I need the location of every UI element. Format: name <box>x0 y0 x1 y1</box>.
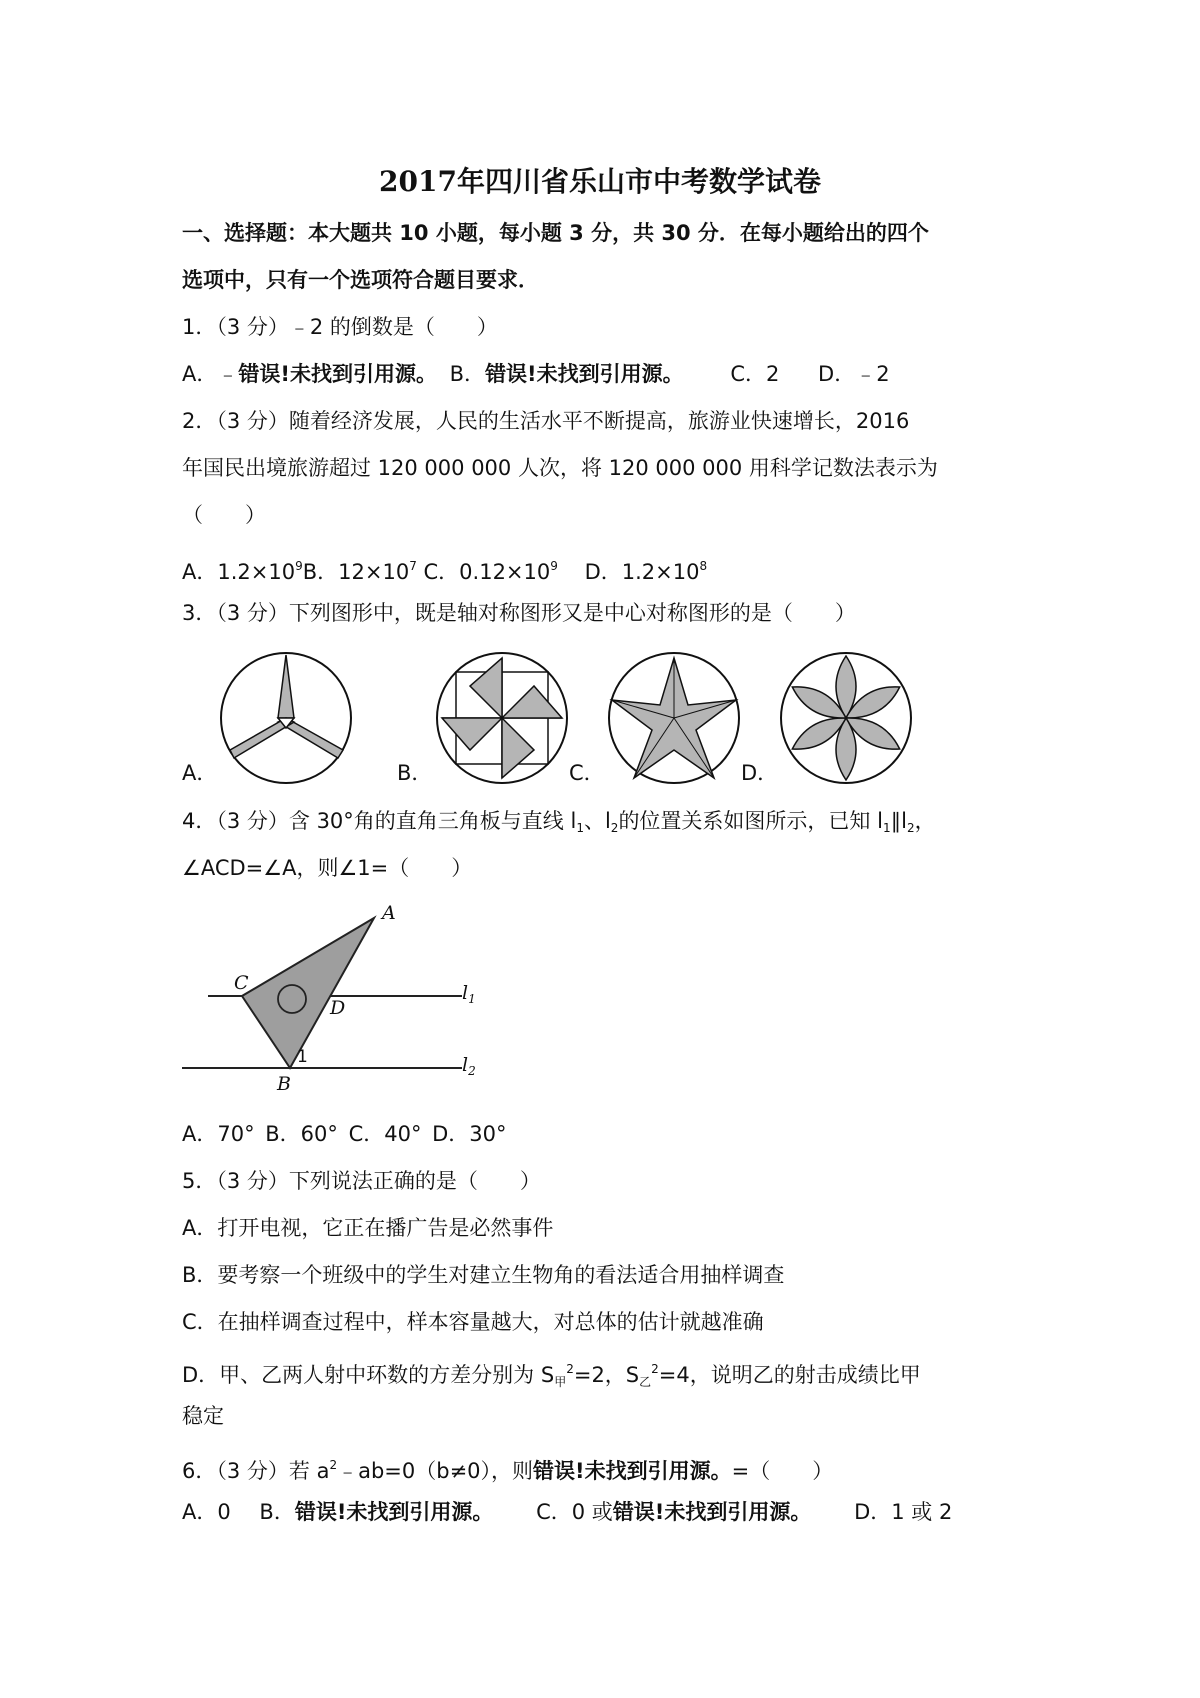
q3-stem: 3．（3 分）下列图形中，既是轴对称图形又是中心对称图形的是（ ） <box>182 601 856 625</box>
q5-option-a: A．打开电视，它正在播广告是必然事件 <box>182 1216 554 1240</box>
q1-option-a-prefix: A．﹣ <box>182 362 239 386</box>
q6-option-b: B．错误!未找到引用源。 <box>259 1500 494 1524</box>
q1-options <box>182 359 890 389</box>
q2-option-d: D．$1.2\times 10^8$ <box>584 559 708 584</box>
q4-label-angle1: 1 <box>297 1047 308 1067</box>
q5-option-d-line2: 稳定 <box>182 1404 224 1428</box>
q1-option-b-error: 错误!未找到引用源。 <box>485 362 684 386</box>
q2-line2: 年国民出境旅游超过 120 000 000 人次，将 120 000 000 用科学记数法表示为 <box>182 456 938 480</box>
q5-option-b: B．要考察一个班级中的学生对建立生物角的看法适合用抽样调查 <box>182 1263 785 1287</box>
q4-line1: 4．（3 分）含 30°角的直角三角板与直线 $l_1$、$l_2$的位置关系如图所示，已知 $l_1\parallel l_2$， <box>182 809 936 835</box>
q6-option-c: C．0 或错误!未找到引用源。 <box>536 1500 812 1524</box>
q5-stem: 5．（3 分）下列说法正确的是（ ） <box>182 1169 541 1193</box>
q3-figure-a <box>218 650 354 786</box>
q2-line3: （ ） <box>182 503 266 527</box>
q3-figure-b <box>434 650 570 786</box>
q3-label-a: A． <box>182 761 218 785</box>
q3-label-b: B． <box>397 761 433 785</box>
section-heading-line1: 一、选择题：本大题共 10 小题，每小题 3 分，共 30 分．在每小题给出的四个 <box>182 221 929 245</box>
q2-option-b: B．$12\times 10^7$ <box>302 559 417 584</box>
q2-line1: 2．（3 分）随着经济发展，人民的生活水平不断提高，旅游业快速增长，2016 <box>182 409 910 433</box>
q2-option-c: C．$0.12\times 10^9$ <box>423 559 558 584</box>
q4-label-l1: $l_1$ <box>462 982 476 1006</box>
q1-option-b-prefix: B． <box>449 362 486 386</box>
q3-label-d: D． <box>741 761 779 785</box>
page-title: 2017年四川省乐山市中考数学试卷 <box>379 165 821 198</box>
q6-stem: 6．（3 分）若 $a^2﹣ab=0(b\ne 0)$，则错误!未找到引用源。=（ ） <box>182 1458 834 1483</box>
q3-figure-c <box>606 650 742 786</box>
q6-options <box>182 1497 952 1527</box>
q5-option-c: C．在抽样调查过程中，样本容量越大，对总体的估计就越准确 <box>182 1310 764 1334</box>
q4-label-a: A <box>382 902 396 924</box>
q4-label-c: C <box>234 972 249 994</box>
q1-stem: 1．（3 分）﹣2 的倒数是（ ） <box>182 315 498 339</box>
q4-label-b: B <box>277 1073 291 1095</box>
q3-label-c: C． <box>569 761 605 785</box>
q4-label-d: D <box>330 997 346 1019</box>
q1-option-a-error: 错误!未找到引用源。 <box>238 362 437 386</box>
q3-figure-d <box>778 650 914 786</box>
q2-option-a: A．$1.2\times 10^9$ <box>182 559 303 584</box>
q4-line2: ∠ACD=∠A，则∠1=（ ） <box>182 856 473 880</box>
q1-option-c: C．2 <box>730 362 780 386</box>
q4-options: A．70° B．60° C．40° D．30° <box>182 1122 507 1146</box>
q6-option-a: A．0 <box>182 1500 231 1524</box>
q4-label-l2: $l_2$ <box>462 1054 476 1078</box>
q5-option-d: D．甲、乙两人射中环数的方差分别为 $S_甲^2=2$，$S_乙^2=4$，说明乙的射击成绩比甲 <box>182 1362 921 1389</box>
q6-option-d: D．1 或 2 <box>854 1500 953 1524</box>
q1-option-d: D．﹣2 <box>818 362 890 386</box>
section-heading-line2: 选项中，只有一个选项符合题目要求． <box>182 268 539 292</box>
q2-options <box>182 551 707 587</box>
